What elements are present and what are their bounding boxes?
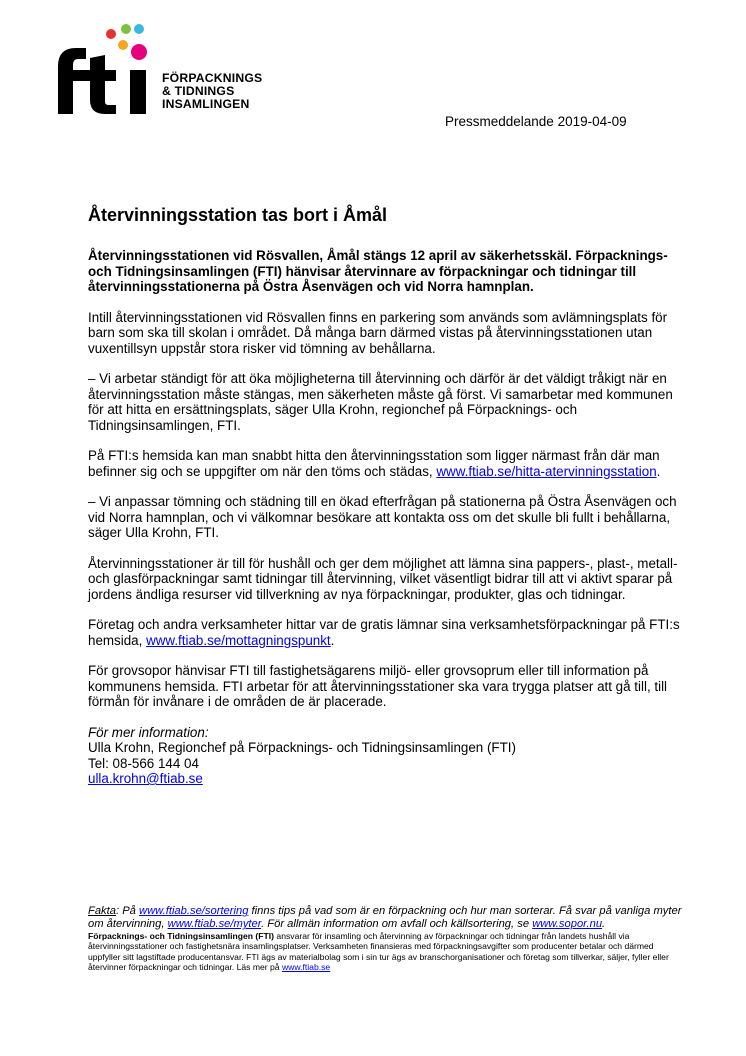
contact-block xyxy=(88,725,688,787)
recycling-station-link[interactable]: www.ftiab.se/hitta-atervinningsstation xyxy=(436,463,657,479)
about-fti xyxy=(88,931,688,972)
fakta-text-3: . För allmän information om avfall och källsortering, se xyxy=(261,918,533,930)
sortering-link[interactable]: www.ftiab.se/sortering xyxy=(139,905,249,917)
footer xyxy=(88,905,688,972)
page-title: Återvinningsstation tas bort i Åmål xyxy=(88,205,388,225)
paragraph-1: Intill återvinningsstationen vid Rösvallen finns en parkering som används som avlämningsplats för barn som ska till skolan i området. Då många barn därmed vistas på återvinningsstationen utan vuxentillsyn uppstår stora risker vid tömning av behållarna. xyxy=(88,309,668,356)
logo-line-2: & TIDNINGS xyxy=(162,84,235,98)
contact-heading: För mer information: xyxy=(88,724,209,740)
fakta-note xyxy=(88,905,688,931)
fti-logo-mark xyxy=(48,22,168,117)
collection-point-link[interactable]: www.ftiab.se/mottagningspunkt xyxy=(146,632,331,648)
paragraph-7: För grovsopor hänvisar FTI till fastighetsägarens miljö- eller grovsoprum eller till information på kommunens hemsida. FTI arbetar för att återvinningsstationer ska vara trygga platser att gå till, till förmån för invånare i de områden de är placerade. xyxy=(88,663,668,709)
fakta-text-2: finns tips på vad som är en förpackning och hur man sorterar. Få svar på vanliga myter om återvinning, xyxy=(88,905,682,930)
logo-line-1: FÖRPACKNINGS xyxy=(162,71,263,85)
logo-dot-magenta xyxy=(131,44,147,60)
fakta-text-1: : På xyxy=(115,905,139,917)
paragraph-2: – Vi arbetar ständigt för att öka möjligheterna till återvinning och därför är det väldigt tråkigt när en återvinningsstation måste stängas, men säkerheten måste gå först. Vi samarbetar med kommunen för att hitta en ersättningsplats, säger Ulla Krohn, regionchef på Förpacknings- och Tidningsinsamlingen, FTI. xyxy=(88,371,673,433)
paragraph-3 xyxy=(88,448,688,479)
about-fti-bold: Förpacknings- och Tidningsinsamlingen (FTI) xyxy=(88,931,275,941)
ftiab-link[interactable]: www.ftiab.se xyxy=(281,961,331,972)
paragraph-3-end: . xyxy=(656,463,661,479)
contact-phone: Tel: 08-566 144 04 xyxy=(88,755,199,771)
paragraph-6 xyxy=(88,617,688,648)
myter-link[interactable]: www.ftiab.se/myter xyxy=(167,918,262,930)
paragraph-5: Återvinningsstationer är till för hushåll och ger dem möjlighet att lämna sina pappers-, plast-, metall- och glasförpackningar samt tidningar till återvinning, vilket väsentligt bidrar till att vi aktivt sparar på jordens ändliga resurser vid tillverkning av nya förpackningar, produkter, glas och tidningar. xyxy=(88,555,678,602)
sopor-link[interactable]: www.sopor.nu xyxy=(532,918,603,930)
fakta-text-4: . xyxy=(602,918,606,930)
paragraph-3-text: På FTI:s hemsida kan man snabbt hitta den återvinningsstation som ligger närmast från där man befinner sig och se uppgifter om när den töms och städas, xyxy=(88,448,660,479)
contact-name: Ulla Krohn, Regionchef på Förpacknings- och Tidningsinsamlingen (FTI) xyxy=(88,740,516,755)
paragraph-6-text: Företag och andra verksamheter hittar var de gratis lämnar sina verksamhetsförpackningar på FTI:s hemsida, xyxy=(88,617,680,648)
logo-dot-orange xyxy=(118,40,128,50)
logo-dot-red xyxy=(106,29,116,39)
lead-paragraph: Återvinningsstationen vid Rösvallen, Åmål stängs 12 april av säkerhetsskäl. Förpacknings- och Tidningsinsamlingen (FTI) hänvisar återvinnare av förpackningar och tidningar till återvinningsstationerna på Östra Åsenvägen och vid Norra hamnplan. xyxy=(88,248,668,294)
press-release-date: Pressmeddelande 2019-04-09 xyxy=(445,114,627,129)
logo-dot-green xyxy=(121,24,131,34)
contact-email-link[interactable]: ulla.krohn@ftiab.se xyxy=(88,771,203,786)
fakta-label: Fakta xyxy=(88,905,116,917)
logo-line-3: INSAMLINGEN xyxy=(162,97,250,111)
paragraph-4: – Vi anpassar tömning och städning till en ökad efterfrågan på stationerna på Östra Åsenvägen och vid Norra hamnplan, och vi välkomnar besökare att kontakta oss om det skulle bli fullt i behållarna, säger Ulla Krohn, FTI. xyxy=(88,494,677,540)
logo-wordmark xyxy=(162,72,262,111)
logo-dot-blue xyxy=(134,24,144,34)
about-fti-text: ansvarar för insamling och återvinning av förpackningar och tidningar från landets hushåll via återvinningsstationer och fastighetsnära insamlingsplatser. Verksamheten finansieras med förpackningsavgifter som producenter betalar och därmed uppfyller sitt lagstiftade producentansvar. FTI ägs av materialbolag som i sin tur ägs av branschorganisationer och företag som tillverkar, säljer, fyller eller återvinner förpackningar och tidningar. Läs mer på xyxy=(88,931,669,972)
paragraph-6-end: . xyxy=(330,632,335,648)
article-body xyxy=(88,248,688,787)
